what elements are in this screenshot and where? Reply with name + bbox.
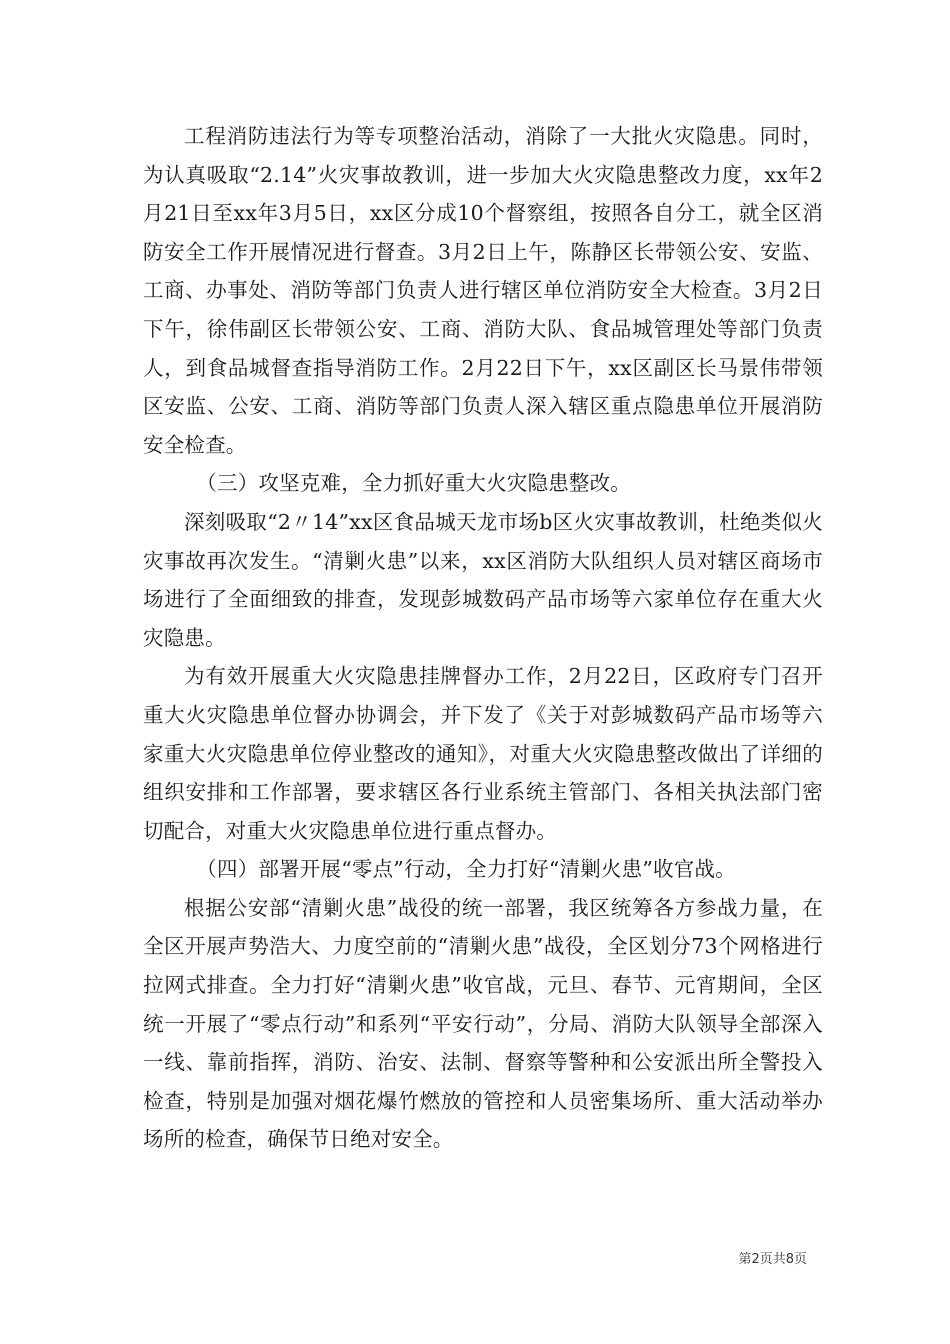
paragraph-supervision: 为有效开展重大火灾隐患挂牌督办工作，2月22日，区政府专门召开重大火灾隐患单位督办协调会，并下发了《关于对彭城数码产品市场等六家重大火灾隐患单位停业整改的通知》，对重大火灾隐患整改做出了详细的组织安排和工作部署，要求辖区各行业系统主管部门、各相关执法部门密切配合，对重大火灾隐患单位进行重点督办。 (143, 664, 823, 843)
section-heading-3: （三）攻坚克难，全力抓好重大火灾隐患整改。 (196, 471, 631, 496)
paragraph-inspections: 工程消防违法行为等专项整治活动，消除了一大批火灾隐患。同时，为认真吸取“2.14”火灾事故教训，进一步加大火灾隐患整改力度，xx年2月21日至xx年3月5日，xx区分成10个督察组，按照各自分工，就全区消防安全工作开展情况进行督查。3月2日上午，陈静区长带领公安、安监、工商、办事处、消防等部门负责人进行辖区单位消防安全大检查。3月2日下午，徐伟副区长带领公安、工商、消防大队、食品城管理处等部门负责人，到食品城督查指导消防工作。2月22日下午，xx区副区长马景伟带领区安监、公安、工商、消防等部门负责人深入辖区重点隐患单位开展消防安全检查。 (143, 124, 823, 457)
page-label: 第2页共8页 (738, 1252, 807, 1267)
paragraph-zero-hour-action: 根据公安部“清剿火患”战役的统一部署，我区统筹各方参战力量，在全区开展声势浩大、力度空前的“清剿火患”战役，全区划分73个网格进行拉网式排查。全力打好“清剿火患”收官战，元旦、春节、元宵期间，全区统一开展了“零点行动”和系列“平安行动”，分局、消防大队领导全部深入一线、靠前指挥，消防、治安、法制、督察等警种和公安派出所全警投入检查，特别是加强对烟花爆竹燃放的管控和人员密集场所、重大活动举办场所的检查，确保节日绝对安全。 (143, 895, 823, 1152)
section-heading-4: （四）部署开展“零点”行动，全力打好“清剿火患”收官战。 (196, 857, 736, 882)
document-body (143, 117, 823, 1159)
paragraph-lessons: 深刻吸取“2〃14”xx区食品城天龙市场b区火灾事故教训，杜绝类似火灾事故再次发生。“清剿火患”以来，xx区消防大队组织人员对辖区商场市场进行了全面细致的排查，发现彭城数码产品市场等六家单位存在重大火灾隐患。 (143, 509, 823, 650)
page-number-footer (738, 1248, 807, 1267)
